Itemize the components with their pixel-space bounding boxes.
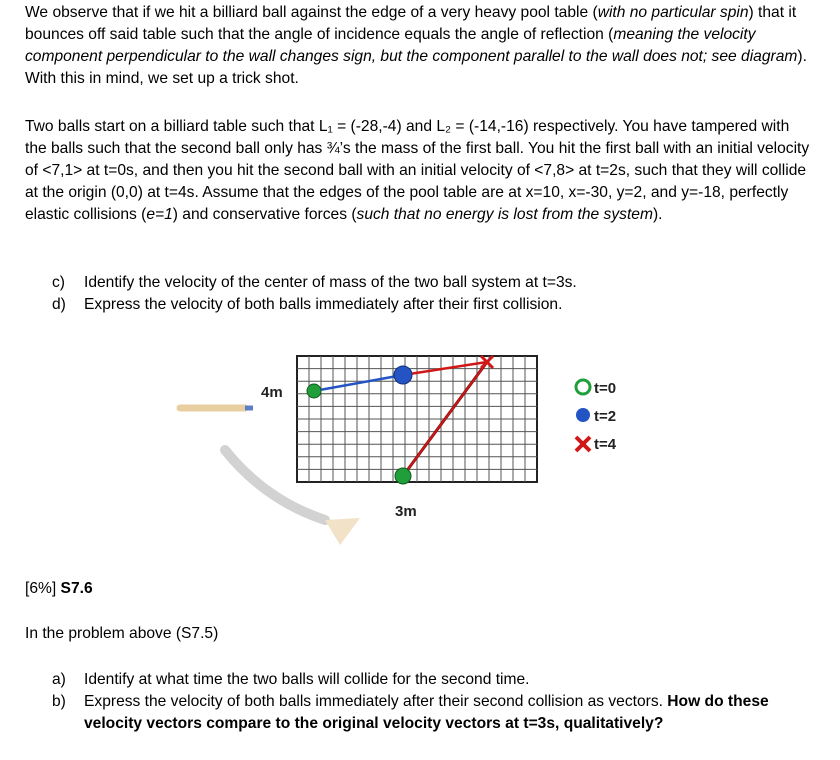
para1-emphasis-b: meaning the velocity component perpendicular to the wall changes sign, but the component parallel to the wall does not; see diagram: [25, 26, 798, 65]
list-item-text: Identify the velocity of the center of mass of the two ball system at t=3s.: [84, 274, 577, 291]
para1-text-a: We observe that if we hit a billiard ball against the edge of a very heavy pool table (: [25, 4, 598, 21]
billiard-diagram: [175, 350, 655, 560]
label-4m: 4m: [261, 384, 283, 401]
intro-paragraph: [25, 2, 815, 90]
question-list-2: [52, 669, 774, 735]
legend-label-t4: t=4: [594, 436, 617, 453]
list-item-plain: Identify at what time the two balls will collide for the second time.: [84, 671, 530, 688]
list-item-label: a): [52, 671, 66, 688]
table-grid: [297, 356, 537, 482]
question-list-1: [52, 272, 774, 316]
para1-text-b: ) that it bounces off said table such that the angle of incidence equals the angle of reflection (: [25, 4, 797, 43]
list-item-text: [84, 669, 774, 691]
para1-emphasis-a: with no particular spin: [597, 4, 749, 21]
list-item: [52, 272, 774, 294]
legend-red-x-icon: [576, 437, 590, 451]
para2-text-c: ).: [652, 206, 663, 223]
list-item-text: Express the velocity of both balls immediately after their first collision.: [84, 296, 563, 313]
para2-text-b: ) and conservative forces (: [172, 206, 357, 223]
heading-code: S7.6: [60, 580, 93, 597]
ball2-start-icon: [395, 468, 411, 484]
list-item-bold: How do these velocity vectors compare to the original velocity vectors at t=3s, qualitatively?: [84, 693, 769, 732]
para2-text-a: Two balls start on a billiard table such that L₁ = (-28,-4) and L₂ = (-14,-16) respectively. You have tampered with the balls such that the second ball only has ¾’s the mass of the first ball. You hit the first ball with an initial velocity of <7,1> at t=0s, and then you hit the second ball with an initial velocity of <7,8> at t=2s, such that they will collide at the origin (0,0) at t=4s. Assume that the edges of the pool table are at x=10, x=-30, y=2, and y=-18, perfectly elastic collisions (: [25, 118, 810, 223]
legend-blue-icon: [576, 408, 590, 422]
label-3m: 3m: [395, 503, 417, 520]
para1-text-c: ). With this in mind, we set up a trick shot.: [25, 48, 807, 87]
ball1-start-icon: [307, 384, 321, 398]
list-item-label: d): [52, 296, 66, 313]
ball1-t2-icon: [394, 366, 412, 384]
para2-emphasis-b: such that no energy is lost from the system: [356, 206, 653, 223]
list-item-plain: Express the velocity of both balls immediately after their second collision as vectors.: [84, 693, 668, 710]
legend: [576, 380, 617, 453]
list-item: [52, 669, 774, 691]
legend-green-icon: [576, 380, 590, 394]
list-item-label: b): [52, 693, 66, 710]
section-heading: [25, 578, 93, 600]
list-item: [52, 294, 774, 316]
list-item-text: [84, 691, 774, 735]
legend-label-t0: t=0: [594, 380, 617, 397]
problem-paragraph: [25, 116, 815, 226]
list-item-label: c): [52, 274, 65, 291]
heading-bracket: [6%]: [25, 580, 57, 597]
para2-emphasis-a: e=1: [146, 206, 173, 223]
intro-line: In the problem above (S7.5): [25, 625, 219, 642]
legend-label-t2: t=2: [594, 408, 617, 425]
list-item: [52, 691, 774, 735]
